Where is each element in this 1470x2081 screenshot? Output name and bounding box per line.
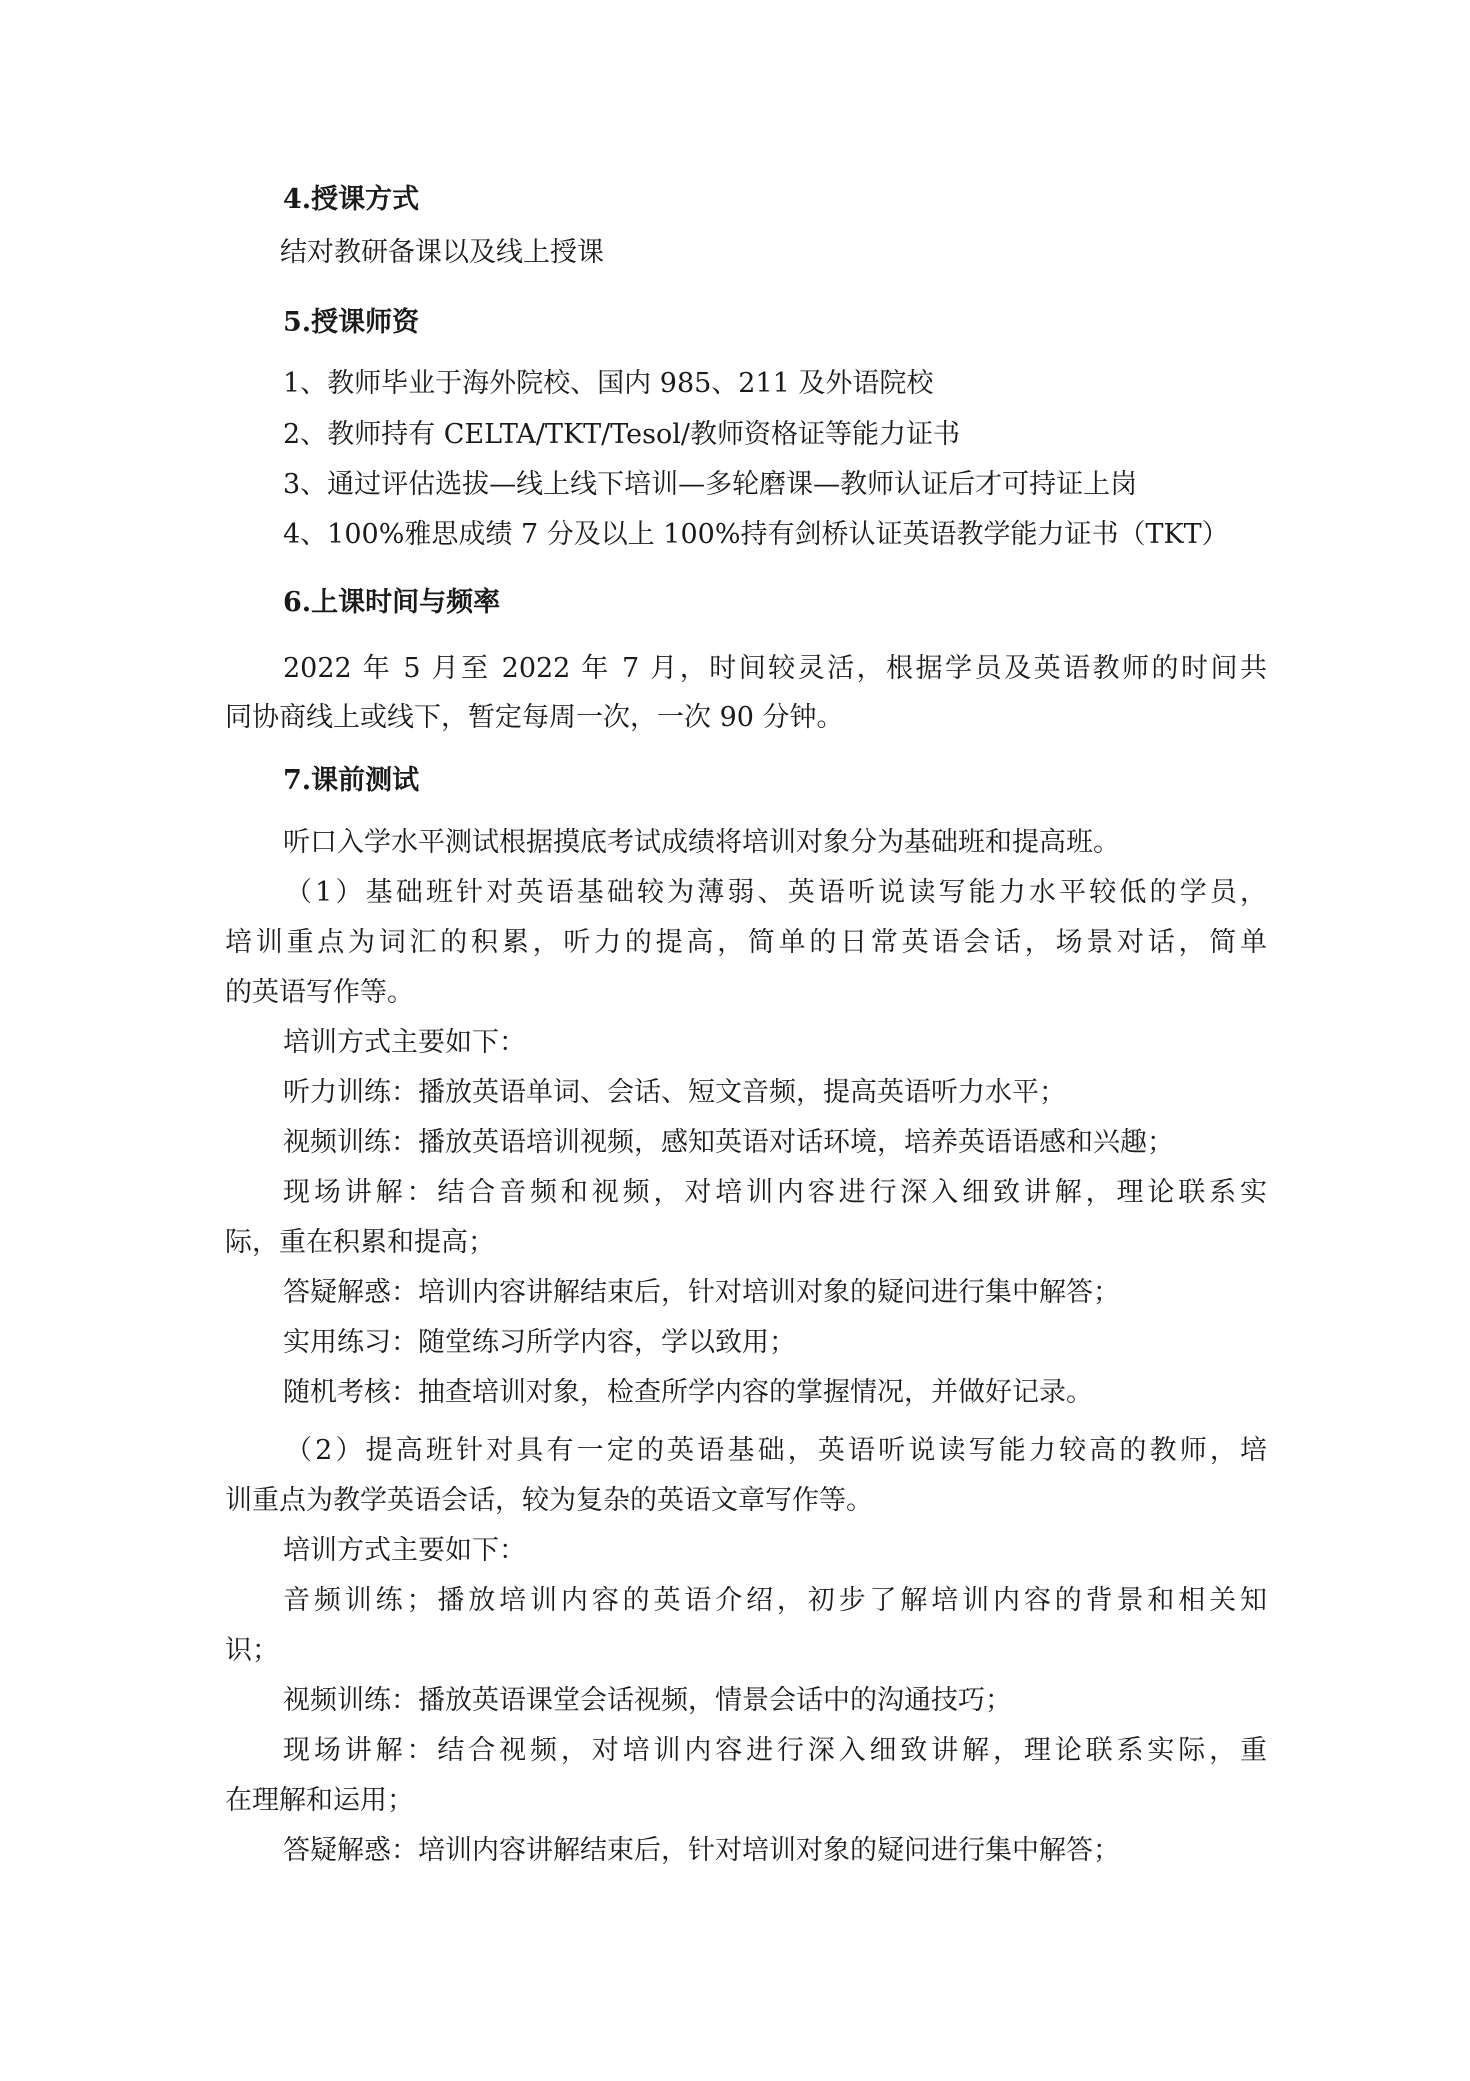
advanced-method-onsite-line-1: 现场讲解：结合视频，对培训内容进行深入细致讲解，理论联系实际，重 (283, 1735, 1267, 1766)
section-6-heading: 6.上课时间与频率 (283, 587, 501, 618)
section-5-heading: 5.授课师资 (283, 307, 420, 338)
teacher-item-1: 1、教师毕业于海外院校、国内 985、211 及外语院校 (283, 368, 934, 399)
basic-method-qa: 答疑解惑：培训内容讲解结束后，针对培训对象的疑问进行集中解答； (283, 1277, 1120, 1308)
basic-method-listening: 听力训练：播放英语单词、会话、短文音频，提高英语听力水平； (283, 1077, 1066, 1108)
advanced-method-audio-line-2: 识； (225, 1635, 279, 1666)
basic-method-practice: 实用练习：随堂练习所学内容，学以致用； (283, 1327, 796, 1358)
basic-method-onsite-line-2: 际，重在积累和提高； (225, 1227, 495, 1258)
teacher-item-3: 3、通过评估选拔—线上线下培训—多轮磨课—教师认证后才可持证上岗 (283, 469, 1138, 500)
advanced-methods-title: 培训方式主要如下： (283, 1535, 526, 1566)
basic-methods-title: 培训方式主要如下： (283, 1027, 526, 1058)
basic-method-assessment: 随机考核：抽查培训对象，检查所学内容的掌握情况，并做好记录。 (283, 1377, 1093, 1408)
basic-method-onsite-line-1: 现场讲解：结合音频和视频，对培训内容进行深入细致讲解，理论联系实 (283, 1177, 1267, 1208)
schedule-line-1: 2022 年 5 月至 2022 年 7 月，时间较灵活，根据学员及英语教师的时间共 (283, 653, 1267, 684)
section-7-heading: 7.课前测试 (283, 765, 420, 796)
advanced-method-video: 视频训练：播放英语课堂会话视频，情景会话中的沟通技巧； (283, 1685, 1012, 1716)
advanced-class-line-1: （2）提高班针对具有一定的英语基础，英语听说读写能力较高的教师，培 (285, 1435, 1267, 1466)
basic-class-line-3: 的英语写作等。 (225, 977, 414, 1008)
basic-method-video: 视频训练：播放英语培训视频，感知英语对话环境，培养英语语感和兴趣； (283, 1127, 1174, 1158)
schedule-line-2: 同协商线上或线下，暂定每周一次，一次 90 分钟。 (225, 702, 844, 733)
advanced-method-onsite-line-2: 在理解和运用； (225, 1785, 414, 1816)
advanced-method-audio-line-1: 音频训练；播放培训内容的英语介绍，初步了解培训内容的背景和相关知 (283, 1585, 1267, 1616)
teacher-item-2: 2、教师持有 CELTA/TKT/Tesol/教师资格证等能力证书 (283, 419, 961, 450)
basic-class-line-1: （1）基础班针对英语基础较为薄弱、英语听说读写能力水平较低的学员， (285, 877, 1267, 908)
section-4-heading: 4.授课方式 (283, 184, 420, 215)
basic-class-line-2: 培训重点为词汇的积累，听力的提高，简单的日常英语会话，场景对话，简单 (225, 927, 1267, 958)
placement-test-intro: 听口入学水平测试根据摸底考试成绩将培训对象分为基础班和提高班。 (283, 827, 1120, 858)
section-4-body: 结对教研备课以及线上授课 (280, 237, 604, 268)
advanced-class-line-2: 训重点为教学英语会话，较为复杂的英语文章写作等。 (225, 1485, 873, 1516)
teacher-item-4: 4、100%雅思成绩 7 分及以上 100%持有剑桥认证英语教学能力证书（TKT） (283, 519, 1229, 550)
advanced-method-qa: 答疑解惑：培训内容讲解结束后，针对培训对象的疑问进行集中解答； (283, 1835, 1120, 1866)
